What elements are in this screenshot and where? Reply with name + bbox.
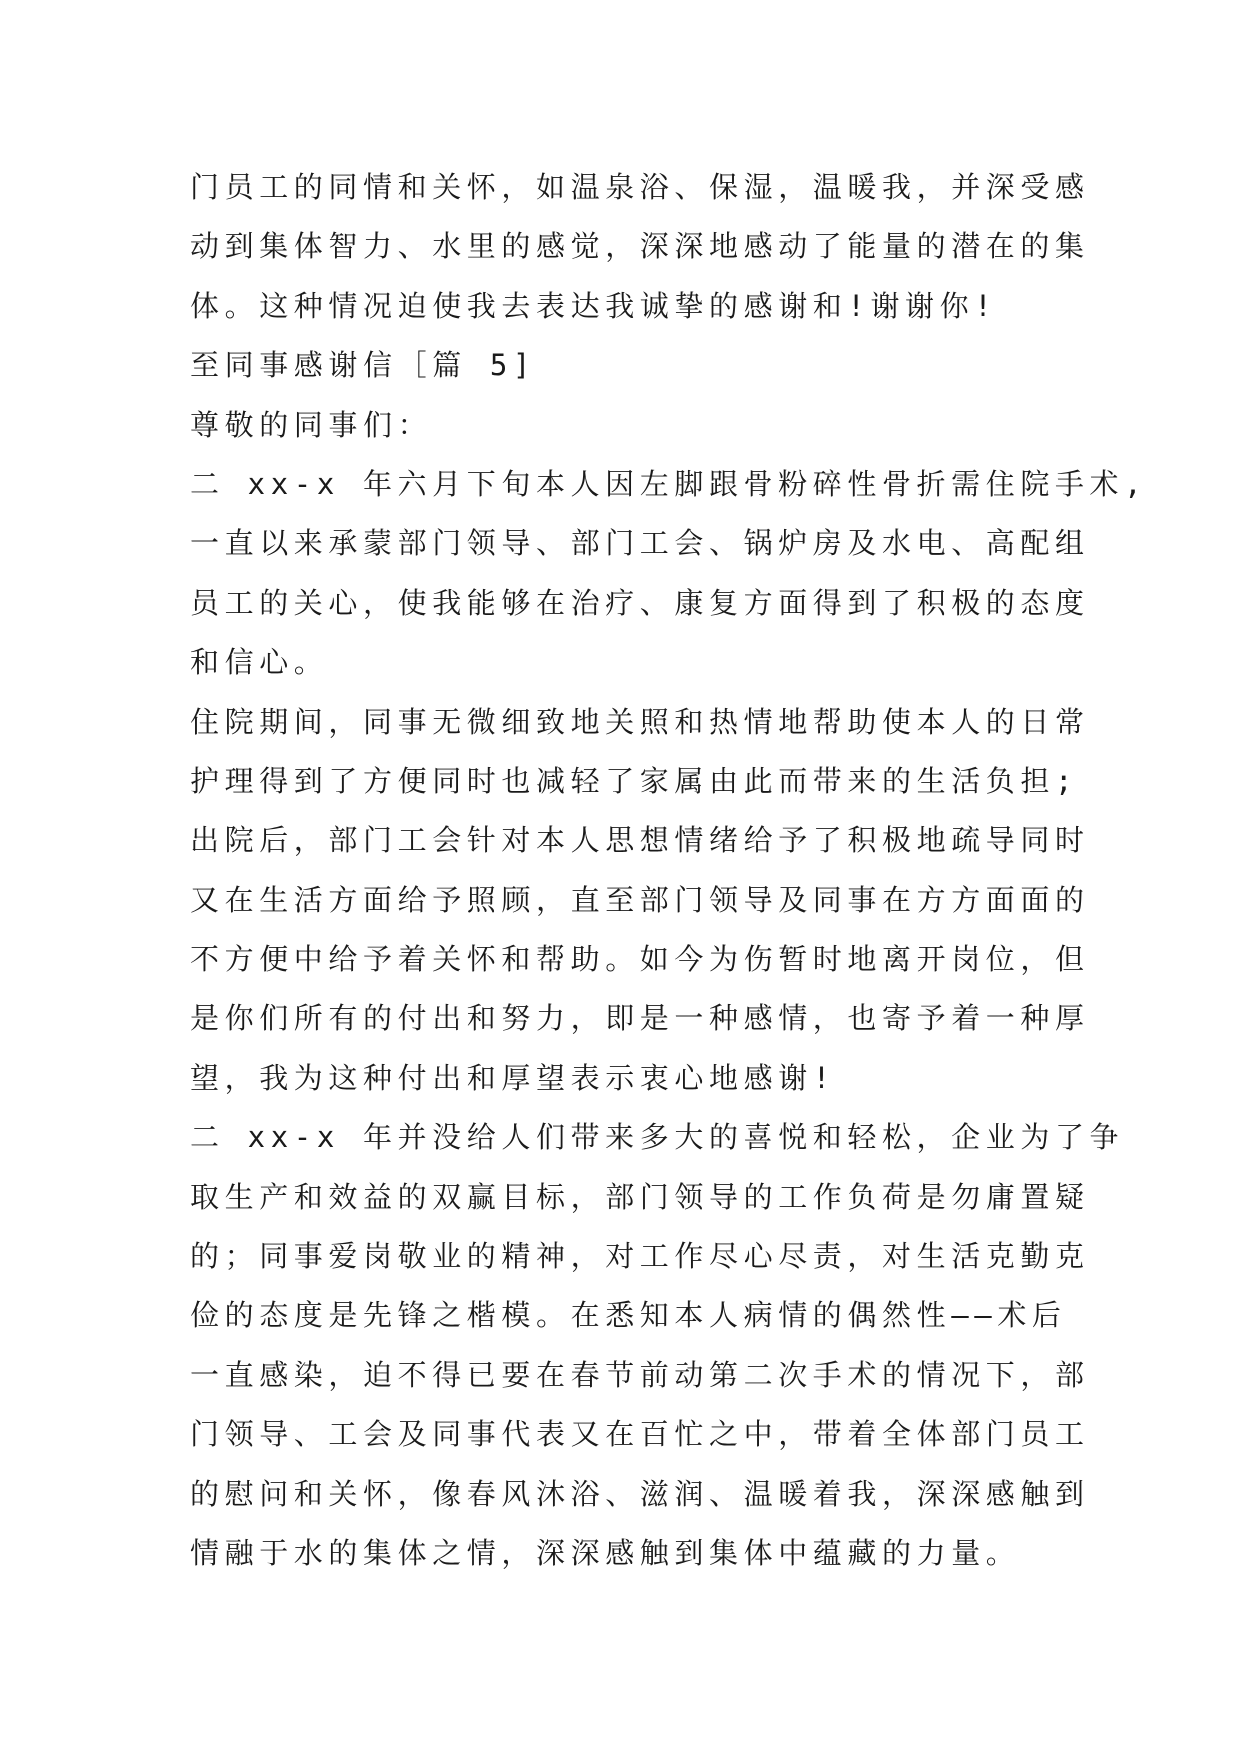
document-body bbox=[190, 158, 1148, 1583]
text-line: 情融于水的集体之情，深深感触到集体中蕴藏的力量。 bbox=[190, 1535, 1021, 1570]
salutation: 尊敬的同事们： bbox=[190, 407, 433, 442]
text-line: 二 xx-x 年六月下旬本人因左脚跟骨粉碎性骨折需住院手术, bbox=[190, 466, 1148, 501]
text-line: 门员工的同情和关怀，如温泉浴、保湿，温暖我，并深受感 bbox=[190, 170, 1090, 204]
text-line: 的；同事爱岗敬业的精神，对工作尽心尽责，对生活克勤克 bbox=[190, 1239, 1090, 1274]
text-line: 一直以来承蒙部门领导、部门工会、锅炉房及水电、高配组 bbox=[190, 526, 1090, 561]
text-line: 员工的关心，使我能够在治疗、康复方面得到了积极的态度 bbox=[190, 585, 1090, 620]
section-heading: 至同事感谢信［篇 5] bbox=[190, 348, 536, 383]
text-line: 不方便中给予着关怀和帮助。如今为伤暂时地离开岗位，但 bbox=[190, 942, 1090, 977]
text-line: 出院后，部门工会针对本人思想情绪给予了积极地疏导同时 bbox=[190, 823, 1090, 858]
text-line: 二 xx-x 年并没给人们带来多大的喜悦和轻松，企业为了争 bbox=[190, 1120, 1125, 1155]
text-line: 取生产和效益的双赢目标，部门领导的工作负荷是勿庸置疑 bbox=[190, 1179, 1090, 1214]
text-line: 又在生活方面给予照顾，直至部门领导及同事在方方面面的 bbox=[190, 882, 1090, 917]
text-line: 是你们所有的付出和努力，即是一种感情，也寄予着一种厚 bbox=[190, 1001, 1090, 1036]
text-line: 门领导、工会及同事代表又在百忙之中，带着全体部门员工 bbox=[190, 1417, 1090, 1452]
text-line: 一直感染，迫不得已要在春节前动第二次手术的情况下，部 bbox=[190, 1357, 1090, 1392]
text-line: 俭的态度是先锋之楷模。在悉知本人病情的偶然性——术后 bbox=[190, 1298, 1067, 1333]
text-line: 和信心。 bbox=[190, 645, 329, 680]
text-line: 护理得到了方便同时也减轻了家属由此而带来的生活负担; bbox=[190, 763, 1079, 798]
text-line: 望，我为这种付出和厚望表示衷心地感谢! bbox=[190, 1060, 836, 1095]
text-line: 的慰问和关怀，像春风沐浴、滋润、温暖着我，深深感触到 bbox=[190, 1476, 1090, 1511]
text-line: 动到集体智力、水里的感觉，深深地感动了能量的潜在的集 bbox=[190, 229, 1090, 264]
text-line: 住院期间，同事无微细致地关照和热情地帮助使本人的日常 bbox=[190, 704, 1090, 739]
text-line: 体。这种情况迫使我去表达我诚挚的感谢和!谢谢你! bbox=[190, 288, 998, 323]
